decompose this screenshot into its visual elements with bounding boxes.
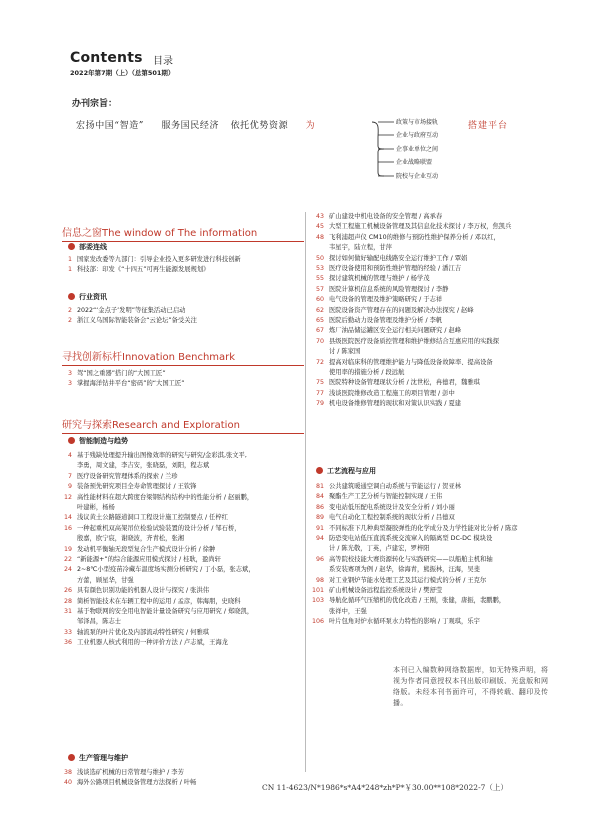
toc-entry (60, 555, 221, 565)
bullet-icon (68, 243, 75, 250)
toc-entry (60, 482, 196, 492)
toc-entry (310, 513, 455, 523)
toc-entry (310, 295, 442, 305)
toc-entry (60, 265, 209, 275)
entry-title: 医院设备资产管理存在的问题及解决办法探究 / 赵峰 (329, 306, 474, 314)
mission-label: 办刊宗旨： (72, 99, 118, 109)
entry-title: 医院后勤动力设备管理及维护分析 / 李帆 (329, 317, 443, 324)
entry-title: 飞利浦超声仪 CM10的维修与预防性维护保养分析 / 邓以红， (329, 233, 500, 241)
page-number: 31 (63, 608, 72, 615)
toc-entry (60, 306, 185, 316)
toc-entry (60, 513, 228, 523)
section-title: 研究与探索Research and Exploration (62, 420, 240, 431)
toc-entry (60, 369, 166, 379)
toc-entry (60, 379, 185, 389)
entry-title: 医院特种设备管理现状分析 / 沈世松，冉德君，魏雅琪 (329, 379, 480, 387)
entry-title: 医疗设备研究管理体系的探索 / 兰珍 (77, 472, 178, 480)
mission-part: 宏扬中国“智造” (76, 121, 145, 131)
page-number: 38 (63, 769, 72, 776)
entry-title: 机电设备维修管理的现状和对策认识实践 / 夏建 (329, 400, 462, 408)
entry-title: 李勇，周文建，李吉安，张晓磊，刘阳，程志斌 (77, 462, 210, 470)
section-info (62, 224, 304, 242)
toc-entry (60, 768, 184, 778)
toc-entry (60, 472, 178, 482)
toc-entry (310, 368, 404, 378)
entry-title: 科技部：印发《“十四五”可再生能源发展规划》 (77, 266, 210, 274)
copyright-notice: 本刊已入编数种网络数据库，如无特殊声明，将视为作者同意授权本刊出版印刷版、光盘版和网络版。未经本刊书面许可，不得转载、翻印及传播。 (393, 666, 549, 707)
page-number: 70 (315, 337, 324, 345)
section-research (62, 416, 304, 434)
entry-title: 基于残缺处理提升输出图像效率的研究与研究/金彩淇,张文平, (77, 452, 247, 459)
toc-entry (310, 524, 518, 534)
toc-entry (60, 255, 241, 265)
entry-title: 国家发改委等九部门：引导企业投入更多研发进行科技创新 (77, 256, 241, 263)
page-number: 3 (67, 370, 72, 377)
mission-part: 为 (305, 121, 316, 131)
page-number: 40 (63, 779, 72, 787)
page-number: 57 (315, 285, 324, 293)
entry-title: 韦星宇，陆立程，甘萍 (329, 244, 392, 252)
toc-entry (310, 358, 493, 368)
entry-title: 高性能材料在超大跨度台梁钢结构结构中的性能分析 / 赵丽鹏， (77, 493, 254, 501)
entry-title: 方蕾，顾星华，甘强 (77, 576, 134, 584)
page-number: 103 (311, 597, 324, 605)
entry-title: 掌握海洋钻井平台“密码”的“大国工匠” (77, 380, 185, 388)
mission-part: 服务国民经济 (161, 121, 220, 131)
entry-title: 大型工程施工机械设备管理及其信息化技术探讨 / 李万权，焦凯兵 (329, 223, 512, 231)
toc-entry (60, 493, 253, 503)
toc-entry (60, 316, 197, 326)
toc-entry (310, 254, 467, 264)
section-title: 信息之窗The window of The information (62, 228, 258, 239)
toc-entry (60, 628, 209, 638)
entry-title: 基于物联网的安全用电智能计量设备研究与应用研究 / 郑晓凯， (77, 608, 254, 615)
entry-title: 对工业钢炉节能水处理工艺及其运行模式的分析 / 王克尔 (329, 576, 487, 584)
entry-title: 邹泽昌，陈志士 (77, 618, 122, 626)
toc-entry (310, 326, 461, 336)
page-number: 67 (315, 327, 324, 335)
toc-entry (60, 524, 241, 534)
toc-entry (310, 337, 499, 347)
page-number: 22 (63, 556, 72, 563)
entry-title: 具有颜色识别功能的机器人设计与探究 / 张洪伟 (77, 587, 210, 595)
entry-title: 县级医院医疗设备质控管理和维护维修结合互惠应用的实践探 (329, 337, 500, 345)
page-number: 28 (63, 597, 72, 605)
tree-item: 企业战略联盟 (396, 159, 433, 166)
page-number: 84 (315, 493, 324, 501)
subsection-title: 行业资讯 (79, 293, 107, 301)
entry-title: 炼厂油品储运罐区安全运行相关问题研究 / 赵峰 (329, 327, 462, 335)
page-number: 24 (63, 566, 72, 574)
page-number: 65 (315, 317, 324, 324)
entry-title: 浅谈医院维修改造工程施工的项目管理 / 彭中 (329, 389, 455, 397)
mission-statement (76, 118, 315, 131)
entry-title: 工业机器人核式利用的一种评价方法 / 卢志斌，王海龙 (77, 639, 228, 647)
entry-title: 矿山机械设备远程监控系统设计 / 樊舒莹 (329, 587, 443, 594)
toc-entry (310, 492, 442, 502)
entry-title: 探讨如何做好输配电线路安全运行维护工作 / 覃娟 (329, 254, 468, 262)
page-number: 72 (315, 358, 324, 366)
subsection-production (68, 753, 128, 763)
page-number: 7 (67, 472, 72, 480)
section-title: 寻找创新标杆Innovation Benchmark (62, 352, 236, 363)
subsection-smart (68, 436, 128, 446)
toc-entry (310, 285, 448, 295)
toc-entry (310, 316, 442, 326)
toc-entry (310, 274, 430, 284)
page-number: 79 (315, 400, 324, 408)
toc-entry (60, 451, 247, 461)
page-number: 14 (63, 514, 72, 522)
entry-title: 变电站低压配电系统设计及安全分析 / 刘小丽 (329, 503, 455, 511)
slogan: 搭建平台 (468, 121, 509, 131)
entry-title: 防恐变电站低压直流系统交流窜入的隔离型 DC-DC 模块设 (329, 535, 493, 542)
page-number: 1 (67, 266, 72, 274)
entry-title: 系安装赛项为例 / 赵华，徐海青，熊振林，汪海，吴斐 (329, 566, 480, 574)
section-innovation (62, 348, 304, 366)
page-number: 81 (315, 483, 324, 490)
entry-title: 使用率的措施分析 / 段远航 (329, 369, 405, 376)
toc-entry (310, 306, 474, 316)
toc-entry (60, 565, 255, 575)
page-number: 3 (67, 380, 72, 388)
entry-title: 轴流泵的叶片优化及内部流动特性研究 / 何雅琪 (77, 628, 210, 636)
bullet-icon (68, 293, 75, 300)
subsection-title: 智能制造与趋势 (79, 437, 128, 445)
entry-title: 公共建筑暖通空调自动系统与节能运行 / 贺亚林 (329, 483, 462, 490)
page-number: 101 (311, 587, 324, 594)
entry-title: 矿山建设中机电设备的安全管理 / 高承春 (329, 213, 443, 220)
toc-entry (60, 461, 209, 471)
entry-title: 一种起重机双高架吊位检验试验装置的设计分析 / 邹石桥， (77, 524, 241, 532)
page-number: 96 (315, 555, 324, 563)
toc-entry (310, 607, 367, 617)
toc-entry (310, 222, 511, 232)
toc-entry (60, 638, 228, 648)
entry-title: 叶片包角对炉水循环泵水力特性的影响 / 丁观琪，乐宇 (329, 618, 480, 626)
toc-entry (60, 503, 115, 513)
toc-entry (60, 607, 253, 617)
toc-entry (310, 596, 505, 606)
page-number: 4 (67, 452, 72, 459)
page-number: 106 (311, 618, 324, 626)
footer-code: CN 11-4623/N*1986*s*A4*248*zh*P*￥30.00**108*2022-7（上） (262, 783, 508, 792)
toc-entry (310, 503, 455, 513)
tree-item: 院校与企业互动 (396, 173, 439, 180)
toc-entry (310, 389, 455, 399)
page-number: 36 (63, 639, 72, 647)
bullet-icon (68, 437, 75, 444)
page-number: 91 (315, 524, 324, 532)
page-number: 60 (315, 296, 324, 304)
toc-entry (60, 778, 196, 788)
toc-entry (310, 555, 493, 565)
entry-title: “新能源+”的综合能源应用模式探讨 / 桂耿，盈尚轩 (77, 556, 221, 563)
entry-title: 驾“国之重器”搭门的“大国工匠” (77, 370, 166, 377)
page-number: 2 (67, 317, 72, 325)
bullet-icon (316, 467, 323, 474)
entry-title: 2022“‘金点子’发明”等征集活动已启动 (77, 307, 186, 314)
toc-entry (310, 378, 480, 388)
toc-entry (310, 399, 461, 409)
entry-title: 探讨建筑机械的管理与维护 / 杨学茂 (329, 275, 430, 283)
entry-title: 不同标准下几种典型凝胶弹性的化学成分及力学性能对比分析 / 陈彦 (329, 524, 518, 532)
page-number: 1 (67, 256, 72, 263)
entry-title: 浙江义乌国际智能装备会“云论坛”备受关注 (77, 317, 197, 325)
page-number: 62 (315, 306, 324, 314)
bracket-graphic (368, 118, 394, 180)
toc-entry (310, 347, 360, 357)
toc-entry (60, 545, 215, 555)
entry-title: 简析智能技术在车辆工程中的运用 / 孟彦，韩海朋，史晓科 (77, 597, 241, 605)
toc-entry (310, 586, 442, 596)
page-number: 2 (67, 307, 72, 314)
toc-entry (310, 544, 430, 554)
entry-title: 装备预先研究项目全寿命管理探讨 / 王钦锋 (77, 483, 197, 491)
page-number: 94 (315, 535, 324, 542)
toc-entry (310, 264, 461, 274)
entry-title: 医院计算机信息系统的风险管理探讨 / 李静 (329, 285, 449, 293)
toc-entry (60, 597, 241, 607)
entry-title: 海外公路项目机械设备管理方法探析 / 叶畅 (77, 779, 197, 787)
entry-title: 殷嘉，欧宁宸，谢晓波，齐青松，张湘 (77, 535, 185, 543)
entry-title: 电气设备的管理及维护策略研究 / 于志祥 (329, 296, 443, 304)
entry-title: 发动机平衡轴无段型复合生产模式设计分析 / 徐翀 (77, 545, 216, 553)
entry-title: 2~8℃小型疫苗冷藏车温度场实测分析研究 / 丁小磊，张志斌， (77, 566, 255, 574)
entry-title: 浅议黄土公路隧道洞口工程设计施工控制要点 / 任梓红 (77, 514, 228, 522)
column-divider (305, 212, 306, 772)
tree-item: 企业与政府互动 (396, 132, 439, 139)
page-number: 86 (315, 503, 324, 511)
page-number: 45 (315, 223, 324, 231)
tree-item: 政策与市场接轨 (396, 119, 439, 126)
toc-entry (60, 534, 184, 544)
page-number: 19 (63, 545, 72, 553)
page-number: 26 (63, 587, 72, 595)
toc-entry (310, 233, 500, 243)
subsection-craft (316, 466, 376, 476)
toc-entry (310, 576, 486, 586)
contents-title-cn: 目录 (153, 56, 173, 67)
entry-title: 讨 / 陈家国 (329, 348, 361, 356)
entry-title: 高等院校技能大赛资源转化与实践研究——以船舶主机和轴 (329, 555, 493, 563)
subsection-title: 生产管理与维护 (79, 754, 128, 762)
mission-part: 依托优势资源 (230, 121, 289, 131)
subsection-dept (68, 242, 107, 252)
entry-title: 提高对临床科的管理维护能力与降低设备故障率、提高设备 (329, 358, 493, 366)
page-number: 50 (315, 254, 324, 262)
subsection-industry (68, 292, 107, 302)
toc-entry (60, 586, 209, 596)
issue-info: 2022年第7期（上）（总第501期） (70, 69, 175, 77)
toc-entry (310, 212, 442, 222)
entry-title: 导航化循环气压缩机的优化改造 / 王刚，张健，唐振，裴鹏鹏， (329, 597, 506, 605)
toc-entry (310, 243, 392, 253)
entry-title: 计 / 陈光敬，丁英，卢建宏，罗梓阳 (329, 545, 430, 553)
page-number: 16 (63, 524, 72, 532)
bullet-icon (68, 754, 75, 761)
page-number: 43 (315, 213, 324, 220)
page-number: 48 (315, 233, 324, 241)
page-number: 9 (67, 483, 72, 491)
page-number: 33 (63, 628, 72, 636)
toc-entry (310, 565, 480, 575)
contents-title: Contents (70, 50, 143, 66)
subsection-title: 部委连线 (79, 243, 107, 251)
page-number: 53 (315, 265, 324, 272)
page-number: 77 (315, 389, 324, 397)
entry-title: 叶建彬，杨杨 (77, 504, 115, 511)
toc-entry (310, 482, 461, 492)
toc-entry (310, 617, 480, 627)
entry-title: 聚酯生产工艺分析与智能控制实现 / 王伟 (329, 493, 443, 501)
subsection-title: 工艺流程与应用 (327, 467, 376, 475)
entry-title: 浅谈选矿机械的日常管理与维护 / 李芳 (77, 769, 184, 776)
page-number: 55 (315, 275, 324, 283)
page-number: 75 (315, 379, 324, 387)
entry-title: 张祥中，王强 (329, 607, 367, 615)
toc-entry (310, 534, 492, 544)
page-number: 89 (315, 514, 324, 522)
toc-entry (60, 576, 134, 586)
page-number: 12 (63, 493, 72, 501)
tree-item: 企事业单位之间 (396, 146, 439, 153)
toc-entry (60, 617, 121, 627)
entry-title: 医疗设备使用和预防性维护管理的经验 / 潘江吉 (329, 265, 462, 272)
entry-title: 电气自动化工程控制系统的现状分析 / 吕德双 (329, 514, 455, 522)
page-number: 98 (315, 576, 324, 584)
